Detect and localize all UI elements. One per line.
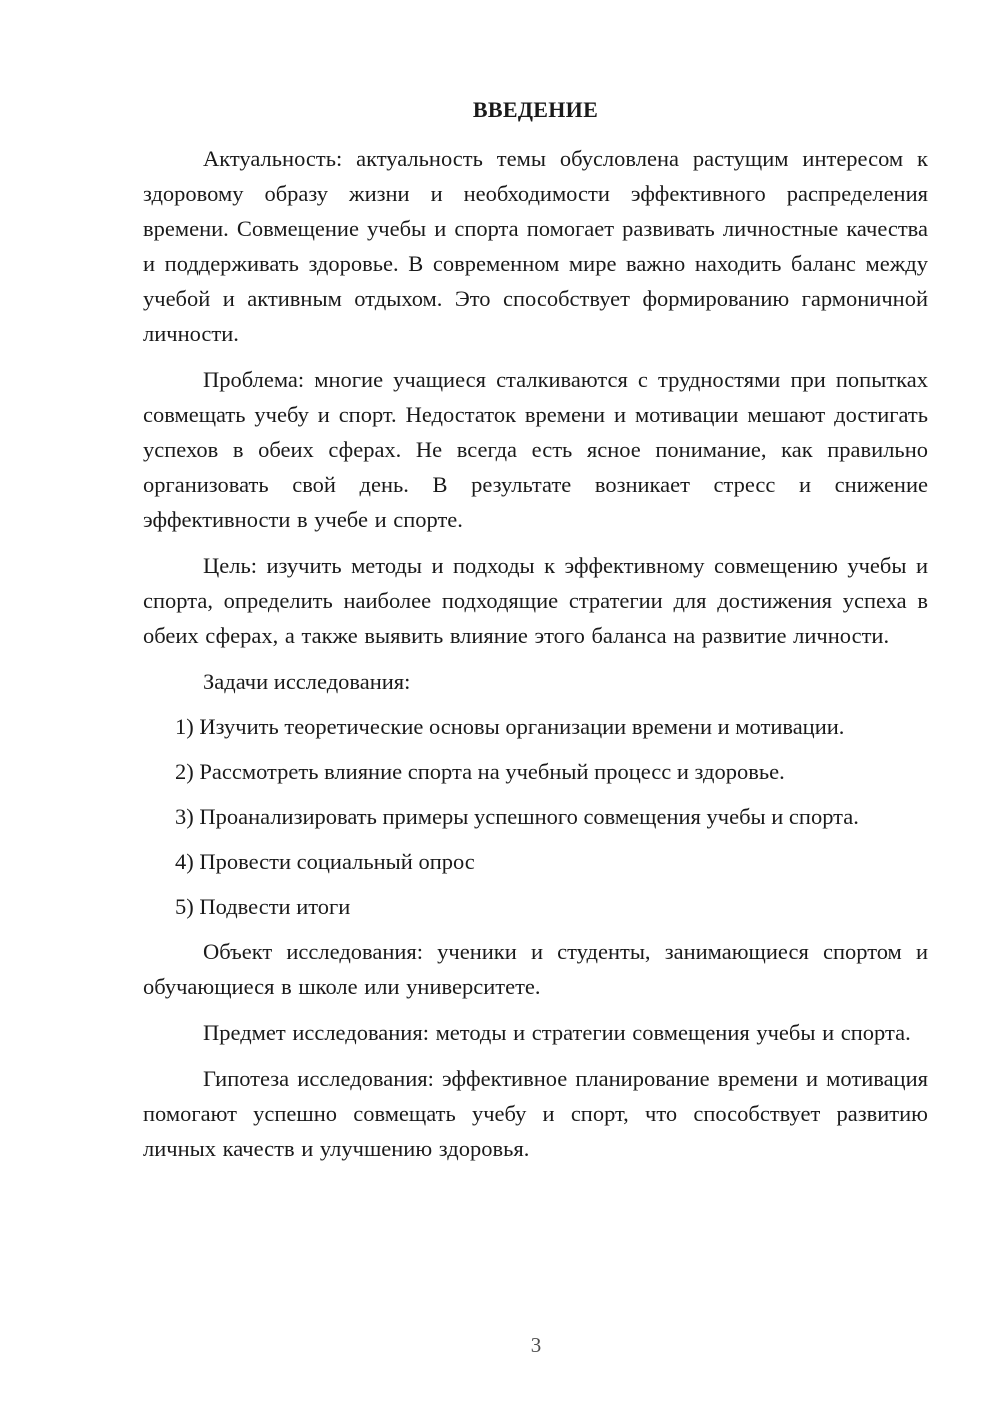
tasks-label: Задачи исследования: — [203, 669, 411, 694]
hypothesis-paragraph: Гипотеза исследования: эффективное планирование времени и мотивация помогают успешно совмещать учебу и спорт, что способствует развитию личных качеств и улучшению здоровья. — [143, 1066, 928, 1161]
document-page — [143, 92, 928, 1166]
page-number: 3 — [530, 1333, 542, 1357]
task-item: 2) Рассмотреть влияние спорта на учебный процесс и здоровье. — [175, 759, 785, 784]
task-item: 1) Изучить теоретические основы организации времени и мотивации. — [175, 714, 845, 739]
relevance-paragraph: Актуальность: актуальность темы обусловлена растущим интересом к здоровому образу жизни и необходимости эффективного распределения времени. Совмещение учебы и спорта помогает развивать личностные качества и поддерживать здоровье. В современном мире важно находить баланс между учебой и активным отдыхом. Это способствует формированию гармоничной личности. — [143, 146, 928, 346]
problem-paragraph: Проблема: многие учащиеся сталкиваются с трудностями при попытках совмещать учебу и спорт. Недостаток времени и мотивации мешают достигать успехов в обеих сферах. Не всегда есть ясное понимание, как правильно организовать свой день. В результате возникает стресс и снижение эффективности в учебе и спорте. — [143, 367, 928, 532]
task-item: 3) Проанализировать примеры успешного совмещения учебы и спорта. — [175, 804, 859, 829]
page-title: ВВЕДЕНИЕ — [472, 97, 599, 122]
goal-paragraph: Цель: изучить методы и подходы к эффективному совмещению учебы и спорта, определить наиболее подходящие стратегии для достижения успеха в обеих сферах, а также выявить влияние этого баланса на развитие личности. — [143, 553, 928, 648]
task-item: 4) Провести социальный опрос — [175, 849, 475, 874]
subject-paragraph: Предмет исследования: методы и стратегии совмещения учебы и спорта. — [203, 1020, 911, 1045]
task-item: 5) Подвести итоги — [175, 894, 351, 919]
tasks-list — [143, 709, 928, 924]
object-paragraph: Объект исследования: ученики и студенты, занимающиеся спортом и обучающиеся в школе или университете. — [143, 939, 928, 999]
